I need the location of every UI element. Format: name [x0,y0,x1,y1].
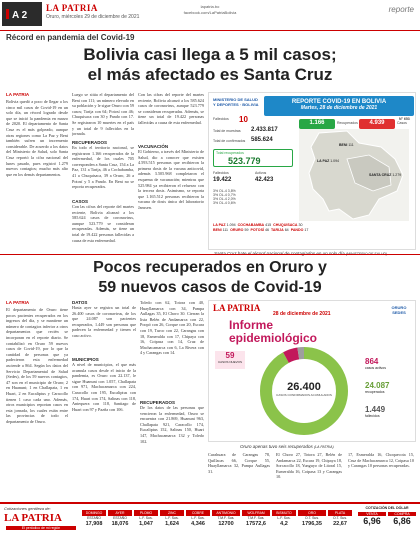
story1-col2-text: Luego se sitúa el departamento del Beni con 111; un número elevado en su población y le sigue Oruro con 59 casos; Tarija con 64; Potosí con 46; Chuquisaca con 30 y Pando con 17. Se registraron 10 muertes en el país y un total de 9 fallecidos en la jornada. [72,92,134,137]
divider [0,254,420,255]
story1-headline-line2: el más afectado es Santa Cruz [87,65,333,84]
story1-col3-text: El Gobierno, a través del Ministerio de Salud, dio a conocer que existen 4.593.515 personas que recibieron la primera dosis de la vacuna anticovid, además 3.505.968 completaron el esquema de vacunación; mientras que 525.984 ya recibieron el refuerzo con la tercera dosis. Asimismo, se reporta que 1.165.512 personas recibieron la vacuna de dosis única del laboratorio Janssen. [138,149,204,210]
rate-item: 3% OL-4 0,7% [213,193,236,197]
infographic2-brand: LA PATRIA [213,303,261,313]
masthead: LA PATRIA [46,3,98,13]
fallecidos-stat [365,405,385,418]
story2-subhead-municipios: MUNICIPIOS [72,357,99,362]
total-recuperados-value: 523.779 [228,156,261,166]
masthead-date: Oruro, miércoles 29 de diciembre de 2021 [46,14,140,20]
ticker-intro: Cotizaciones gentileza de: [4,506,51,511]
recuperados-stat [365,381,389,394]
fallecidos-value-2: 1.449 [365,405,386,414]
story1-headline [20,45,400,85]
story2-headline-line2: 59 nuevos casos de Covid-19 [98,279,322,296]
activos-label: Activos [255,171,267,175]
rates-list [213,189,293,205]
sedes-logo: ORURO SEDES [391,305,407,315]
venta-value: 6,96 [363,516,381,526]
story2-col5-text: El Choro 27, Totora 27, Belén de Andamarca 22, Escara 19, Chipaya 18, Sorcacollo 18, Yunguyo de Litoral 15, Esmeralda 16, Coipasa 13 y Carangas 10. [276,452,342,480]
quote-item: BISMUTO L.F. Sus. 4,2 [272,510,296,527]
story1-col3a-text: Con las cifras del reporte del martes reciente, Bolivia alcanzó a los 585.624 casos de coronavirus, aunque 523.779 se consideran recuperadas. Además, se tiene un total de 19.422 personas fallecidas a causa de esta enfermedad. [138,92,204,125]
recuperados-label-2: recuperados [365,390,385,394]
story2-subhead-recuperados: RECUPERADOS [140,400,176,405]
quote-item: ANTIMONIO T.M.F. Sus. 12700 [212,510,240,527]
quote-item: COBRE L.F. Sus. 4,346 [186,510,210,527]
report-header [264,96,414,116]
fallecidos-total-label: Fallecidos [213,171,229,175]
report-title: REPORTE COVID-19 EN BOLIVIA [291,99,387,105]
dollar-compra [388,512,416,526]
dept-label: SANTA CRUZ 1.279 [369,173,402,177]
story1-subhead-vacunacion: VACUNACIÓN [138,144,169,149]
recuperados-box [299,119,335,129]
page-number-text: A 2 [12,10,28,21]
casos-box [359,119,395,129]
infographic2-title-line1: Informe [229,318,274,332]
story1-col2 [72,92,134,250]
story2-headline-line1: Pocos recuperados en Oruro y [93,259,327,276]
nuevos-box [215,351,245,369]
activos-value: 42.423 [255,177,274,183]
quote-item: ZINC L.F. Sus. 1,624 [160,510,184,527]
recuperados-value: 1.166 [309,120,325,126]
story1-subhead-casos: CASOS [72,199,89,204]
total-center [271,381,337,397]
compra-value: 6,86 [393,516,411,526]
activos-stat [365,357,386,370]
story2-col2b-text: A nivel de municipios, el que más acumula casos desde el inicio de la pandemia, es Oruro con 22.137, le sigue Huanuni con 1.057, Challapata con 971, Machacamarca con 224, Caracollo con 195, Eucaliptus con 174, Huari con 174, Salinas con 118, Antequera con 118, Santiago de Huari con 97 y Pazña con 106. [72,362,136,412]
divider [0,30,420,31]
recuperados-value-2: 24.087 [365,381,390,390]
section-label: reporte [388,5,414,14]
fallecidos-label-2: fallecidos [365,414,380,418]
dollar-venta [358,512,386,526]
total-recuperados-label: Total recuperados [216,151,244,155]
story2-caption: Oruro apenas tuvo seis recuperados (LA PATRIA) [240,444,334,449]
quote-item: PLATA O.T. Sus. 22,67 [328,510,352,527]
story2-byline: LA PATRIA [6,300,30,305]
social-links [170,4,250,16]
casos-label: Casos [397,121,407,125]
quote-item: ORO O.T. Sus. 1796,35 [298,510,326,527]
recuperados-label: Recuperados [337,121,358,125]
nuevos-value: 59 [225,351,235,360]
activos-label-2: casos activos [365,366,387,370]
story1-col1-text: Bolivia quedó a poco de llegar a los cinco mil casos de Covid-19 en un solo día, un récord logrado desde que se inició la pandemia en marzo de 2020. El departamento de Santa Cruz es el más golpeado, aunque otras regiones como La Paz y Beni también sufren un incremento considerable. De acuerdo a los datos del Ministerio de Salud, solo Santa Cruz reportó la cifra nacional del lunes pasado, pues registró 1.279 nuevos contagios; mucho más alto que en los demás departamentos. [6,99,68,177]
story2-col6-text: 17, Esmeralda 16, Choquecota 15, Cruz de Machacamarca 12, Coipasa 10 y Carangas 10 personas recuperadas. [348,452,414,469]
story2-col3b-text: De los datos de las personas que vencieron la enfermedad, Oruro se encuentra con 21.869, Huanuni 963, Challapata 921, Caracollo 174, Eucaliptus 152, Salinas 150, Huari 147, Machacamarca 132 y Toledo 102. [140,405,204,444]
story1-col1 [6,92,68,250]
story1-headline-line1: Bolivia casi llega a 5 mil casos; [83,45,337,64]
covid-report-infographic [208,92,416,250]
story1-subhead-recuperados: RECUPERADOS [72,140,108,145]
quote-item: WOLFRAM T.M.F. Sus. 17572,6 [242,510,270,527]
dept-label: LA PAZ 1.094 [317,159,339,163]
casos-value: 4.939 [369,120,385,126]
rate-item: 3% OL-4 2,0% [213,197,236,201]
nuevos-label: CASOS NUEVOS [217,360,242,364]
infographic2-title-line2: epidemiológico [229,331,318,345]
story2-headline [10,258,410,298]
epidemiological-report-infographic [208,300,416,442]
quote-item: PLOMO L.F. Sus. 1,047 [134,510,158,527]
story2-col3-text: Toledo con 62, Totora con 40, Huayllamarca con 34, Pampa Aullagas 35, El Choro 30. Cierran la lista Belén de Andamarca con 22, Poopó con 26, Corque con 20, Escara con 19, Turco con 22, Carangas con 18, Esmeralda con 17, Chipaya con 16, Coipasa con 14, Cruz de Machacamarca con 6, La Rivera con 4 y Carangas con 14. [140,300,204,356]
story2-col1-text: El departamento de Oruro tiene pocos pacientes recuperados en los ingresos del día, y se mantiene un número de contagios inferior a otros departamentos que recién se incorporan en el reporte diario. Se contabilizó en Oruro 59 nuevos casos de Covid-19, por lo que la cantidad de personas que ya padecieron esta enfermedad asciende a 864. Según los datos del Servicio Departamental de Salud (Sedes), de los 59 nuevos contagios, 47 son en el municipio de Oruro; 2 en Huanuni; 1 en Challapata, 1 en Huari, 2 en Eucaliptus y Caracollo tienen 1 caso cada uno. Además, otros municipios reportan casos en esta jornada, los cuales están entre las provincias de todo el departamento de Oruro. [6,307,68,424]
rate-item: 3% OL-4 3,8% [213,189,236,193]
report-number: N° 653 [399,117,410,121]
dept-label: BENI 111 [339,143,354,147]
confirmados-label: Total de confirmados [213,139,246,143]
quote-item: DOMINGO ESTAÑO 17,908 [82,510,106,527]
story1-col3 [138,92,204,250]
story2-col2 [72,300,136,498]
total-label: CASOS CONFIRMADOS ACUMULADOS [276,393,332,397]
confirmados-value: 585.624 [251,137,273,143]
dollar-title: COTIZACIÓN DEL DÓLAR [365,506,409,510]
activos-value-2: 864 [365,357,379,366]
story1-col2c-text: Con las cifras del reporte del martes reciente, Bolivia alcanzó a los 585.624 casos de coronavirus, aunque 523.779 se consideran recuperadas. Además, se tiene un total de 19.422 personas fallecidas a causa de esta enfermedad. [72,204,134,243]
venta-label: VENTA [358,512,386,516]
story1-kicker: Récord en pandemia del Covid-19 [6,33,135,42]
fallecidos-day-value: 10 [239,115,248,124]
ministry-logo: MINISTERIO DE SALUD Y DEPORTES · BOLIVIA [213,97,259,107]
rate-item: 3% OL-4 0,6% [213,201,236,205]
infographic2-date: 28 de diciembre de 2021 [273,311,331,317]
report-date: Martes, 28 de diciembre de 2021 [300,105,378,111]
story2-col3 [140,300,204,498]
website-link[interactable]: lapatria.bo [200,4,220,9]
story1-byline: LA PATRIA [6,92,30,97]
infographic2-title [229,319,317,345]
story2-subhead-datos: DATOS [72,300,88,305]
facebook-link[interactable]: facebook.com/LaPatriaBolivia [183,10,237,15]
story1-col2b-text: En todo el territorio nacional, se registraron 1.166 recuperados de la enfermedad, de los cuales 705 corresponden a Santa Cruz, 154 a La Paz, 131 a Tarija, 46 a Cochabamba, 41 a Chuquisaca, 39 a Oruro, 26 a Potosí y 5 a Pando. En Beni no se reporta recuperados. [72,145,134,190]
ticker-brand: LA PATRIA [4,512,62,524]
story2-col2-text: Hasta ayer se registra un total de 26.400 casos de coronavirus, de los que 24.087 son pacientes recuperados, 1.449 son personas que padecen la enfermedad y tienen el caso activo. [72,305,136,338]
compra-label: COMPRA [388,512,416,516]
total-value: 26.400 [287,381,321,393]
total-recuperados-box [213,149,293,167]
quotes-ticker [0,502,420,534]
fallecidos-day-label: Fallecidos [213,117,229,121]
muestras-value: 2.433.817 [251,127,278,133]
story2-col4-text: Curahuara de Carangas 78, Quillacas 66, Corque 55, Huayllamarca 32, Pampa Aullagas 31. [208,452,270,474]
fallecidos-total-value: 19.422 [213,177,232,183]
story2-col1 [6,300,68,498]
ticker-tagline: El periódico de mi región [6,526,76,530]
page-number [2,2,42,26]
muestras-label: Total de muestras [213,129,241,133]
quote-item: AYER ESTAÑO 18,076 [108,510,132,527]
dept-table: LA PAZ 1.094 COCHABAMBA 415 CHUQUISACA 30 BENI 111 ORURO 59 POTOSÍ 46 TARIJA 64 PANDO 17 [213,223,309,232]
